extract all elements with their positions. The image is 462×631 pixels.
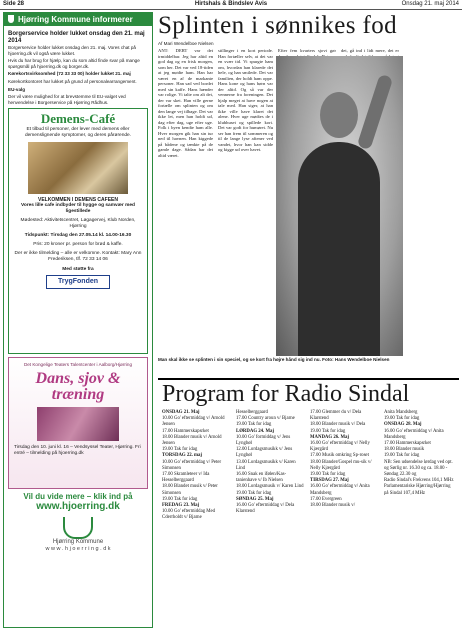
demens-intro: Et tilbud til personer, der lever med demens eller demenslignende symptomer, og deres pårørende. <box>24 127 132 139</box>
demens-venue-title: VELKOMMEN I DEMENS CAFEEN <box>37 197 118 204</box>
demens-place: Mødested: Aktivitetscentret, Løgagervej, Klub Norden, Hjørring <box>20 218 136 230</box>
program-entry: 19.00 Tak for idag <box>384 416 420 422</box>
program-entry: 10.00 Go' eftermiddag v/ Peter Simonsen <box>162 459 222 471</box>
program-entry: 17.00 Musik omkring Sp-roset <box>310 453 369 459</box>
program-entry: Parlamentariske Hjørring/Hjørring på Sindal 107,4 MHz <box>384 484 451 496</box>
cafe-photo <box>28 142 128 194</box>
program-entry: 16.00 Go' eftermiddag v/ Anita Mandsberg <box>310 484 370 496</box>
web-url-link[interactable]: www.hjoerring.dk <box>36 501 120 513</box>
page-header <box>0 0 462 10</box>
demens-contact: Der er ikke tilmelding – alle er velkomne. Kontakt: Mary Ann Frederiksen, tlf. 72 33 14 06 <box>14 251 142 263</box>
notice-p2: Hvis du har brug for hjælp, kan du som altid finde svar på mange spørgsmål på hjoerring.dk og borger.dk. <box>8 58 140 69</box>
notice-p1: Borgerservice holder lukket onsdag den 21. maj. Vores chat på hjoerring.dk vil også være lukket. <box>8 45 136 56</box>
program-col-2 <box>236 410 304 515</box>
photo-body <box>298 142 380 356</box>
demens-venue-sub: Vores lille cafe indbyder til hygge og samvær med ligestillede <box>20 203 135 215</box>
program-entry: SØNDAG 25. Maj <box>236 496 274 502</box>
article-col-4: det, gå ind i lidt mere, det er <box>341 48 399 53</box>
program-entry: ONSDAG 21. Maj <box>162 410 200 415</box>
dans-top: Det Kongelige Teaters Talentcenter i Aalborg/Hjørring <box>23 362 133 368</box>
program-entry: 16.00 Snak en ifølen/Kas-tanienhave v/ Ib Nielsen <box>236 472 287 484</box>
notice-sub1: Kørekortsvirksomhed (72 33 33 00) holder lukket 21. maj <box>8 71 131 77</box>
web-ad <box>4 492 152 552</box>
photo-caption: Man skal ikke se splinten i sin speciel, og se kort fra højre hånd sig ind nu. Foto: Hans Wendelboe Nielsen <box>158 357 390 362</box>
program-entry: 19.00 Tak for idag <box>236 422 272 428</box>
program-entry: 18.00 Blander musik v/ Arnold Jensen <box>162 434 222 447</box>
program-entry: 18.00 Blander musik v/ Dela <box>310 422 366 428</box>
program-entry: 18.00 Blander musik <box>384 447 425 453</box>
program-title: Program for Radio Sindal <box>162 381 410 407</box>
program-entry: 17.00 Glemmer du v/ Dela Klarstend <box>310 410 362 422</box>
program-entry: 16.00 Go' eftermiddag v/ Dela Klarstend <box>236 503 295 515</box>
program-section <box>158 378 459 521</box>
program-col-1 <box>162 410 230 522</box>
program-entry: 12.00 Lordagsmusikk v/ Jens Lyngbøl <box>236 447 293 459</box>
program-entry: 16.00 Go' eftermiddag v/ Anita Mandsberg <box>384 428 444 440</box>
article-photo <box>276 56 403 356</box>
program-entry: 10.00 Go' eftermiddag Med Cderrholdt v/ Bjarne <box>162 509 216 521</box>
program-entry: ONSDAG 28. Maj <box>384 422 422 428</box>
trygfonden-logo: TrygFonden <box>46 275 110 289</box>
page-number: Side 28 <box>3 1 25 7</box>
article-byline: Af Mari Wendelboe Nielsen <box>158 41 214 46</box>
program-entry: LØRDAG 24. Maj <box>236 428 274 434</box>
article-col-2: stillinger i en kort periode. Han fortæller selv, at det var en svær tid. Vi spurgte ham om, hvordan han klarede det hele, og han smilede. Det var familien, der holdt ham oppe. Hans kone og hans børn var der altid. Og så var der vennerne fra foreningen. Det hjalp meget at have nogen at tale med. Han siger, at han ikke ville have klaret det alene. Hver uge mødtes de i klubhuset og spillede kort. Det var godt for humøret. Nu ser han frem til sommeren og til de lange lyse aftener ved vandet, hvor han kan sidde og kigge ud over havet. <box>218 48 273 152</box>
program-entry: NB: Sen udsendelse lørdag ved opt. og Sørlig nr. 16.30 og ca. 18.00 - <box>384 459 453 471</box>
program-entry: 13.00 Lordagsmusikk v/ Karen Lind <box>236 459 296 471</box>
program-entry: TIRSDAG 27. Maj <box>310 478 349 484</box>
notice-p4: Der vil være mulighed for at brevstemme til EU-valget ved henvendelse i Borgerservice på Hjørring Rådhus. <box>8 94 126 105</box>
program-entry: 17.00 Evergreen <box>310 496 342 502</box>
demens-support: Med støtte fra <box>62 267 94 273</box>
dans-info: Tirsdag den 10. juni kl. 16 – Vendsyssel Teater, Hjørring. Fri entré – tilmelding på hjoerring.dk <box>14 445 141 457</box>
program-entry: 16.00 Go' eftermiddag v/ Nelly Kjærgård <box>310 441 370 453</box>
web-question: Vil du vide mere – klik ind på <box>23 492 133 502</box>
program-entry: 19.00 Tak for idag <box>310 428 346 434</box>
notice-p3: Kørekortkontoret har lukket på grund af personalearrangement. <box>8 78 137 84</box>
article-col-3: Efter fem kvarters sjovt gør <box>278 48 336 53</box>
kommune-logo-icon <box>63 517 93 539</box>
program-entry: 19.00 Tak for idag <box>236 490 272 496</box>
program-entry: Anita Mandsberg <box>384 410 418 415</box>
program-entry: 17.00 Hammerskapsrket <box>162 428 209 434</box>
program-entry: 18.00 Blandet musik v/ Peter Simonsen <box>162 484 218 496</box>
crest-icon <box>8 15 14 23</box>
left-column <box>3 12 153 628</box>
dancer-photo <box>37 407 119 441</box>
program-entry: 19.00 Tak for idag <box>310 472 346 478</box>
program-entry: Hesselberggaard <box>236 410 268 415</box>
program-col-4 <box>384 410 456 497</box>
demens-title: Demens-Café <box>40 111 116 127</box>
program-entry: 18.00 Blander/Gospel mu-sik v/ Nelly Kjærgård <box>310 459 372 471</box>
kommune-notice <box>4 26 152 105</box>
photo-head <box>320 92 358 138</box>
notice-sub2: EU-valg <box>8 86 26 92</box>
kommune-title: Hjørring Kommune informerer <box>18 15 133 24</box>
kommune-banner <box>4 13 152 26</box>
web-footer-url: w w w . h j o e r r i n g . d k <box>45 546 111 553</box>
issue-date: Onsdag 21. maj 2014 <box>401 1 459 7</box>
program-entry: FREDAG 23. Maj <box>162 503 200 509</box>
demens-cafe-ad <box>8 108 148 354</box>
program-entry: 17.00 Country aroun v/ Bjarne <box>236 416 295 422</box>
program-entry: 19.00 Tak for idag <box>162 447 198 453</box>
program-entry: 17.00 Hammerskapsrket <box>384 441 431 447</box>
paper-name: Hirtshals & Bindslev Avis <box>194 1 268 7</box>
article-headline: Splinten i sønnikes fod <box>158 12 398 39</box>
program-entry: 18.00 Lordagsmusik v/ Karen Lind <box>236 484 304 490</box>
program-entry: 18.00 Blander musik v/ <box>310 503 356 509</box>
program-entry: 10.00 Go' eftermiddag v/ Arnold Jensen <box>162 416 225 428</box>
article-col-1: ANT: DERT var det irmiddelbar. Jeg har altid en god dag og en frisk morgen, som her. Det var ved 18-tiden at jeg mødte ham. Han har været en af de markante personer. Han sad ved bordet med sin kaffe. Hans hænder var rolige. Vi talte om alt det, der var sket. Han ville gerne fortælle om splinten og om den lange vej tilbage. Det var ikke let, men han holdt ud, dag efter dag, uge efter uge. Folk i byen kendte ham alle. Hver morgen gik han sin tur ned til havnen. Han kiggede på bådene og tænkte på de gamle dage. Sådan har det altid været. <box>158 48 213 158</box>
notice-heading: Borgerservice holder lukket onsdag den 21. maj 2014 <box>8 31 145 44</box>
program-col-3 <box>310 410 378 509</box>
program-entry: Søndag 22.30 og <box>384 472 417 478</box>
program-entry: MANDAG 26. Maj <box>310 434 350 440</box>
photo-arm <box>357 74 394 151</box>
program-entry: 10.00 Go' formiddag v/ Jens Lyngbøl <box>236 434 291 447</box>
demens-price: Pris: 20 kroner pr. person for brød & kaffe. <box>33 242 123 248</box>
main-article-area <box>158 12 459 628</box>
program-entry: TORSDAG 22. maj <box>162 453 203 459</box>
program-entry: Radio Sindal's Frekvens 104,1 MHz <box>384 478 454 484</box>
program-entry: 19.00 Tak for idag <box>162 496 198 502</box>
dans-ad <box>8 357 148 489</box>
program-entry: 19.00 Tak for idag <box>384 453 420 459</box>
demens-time: Tidspunkt: Tirsdag den 27.05.14 kl. 14.00-16.30 <box>24 233 132 239</box>
web-kommune-name: Hjørring Kommune <box>52 539 104 546</box>
program-entry: 17.00 Skramleteer v/ Ida Hesselberggaard <box>162 472 210 484</box>
dans-title: Dans, sjov & træning <box>35 370 121 404</box>
